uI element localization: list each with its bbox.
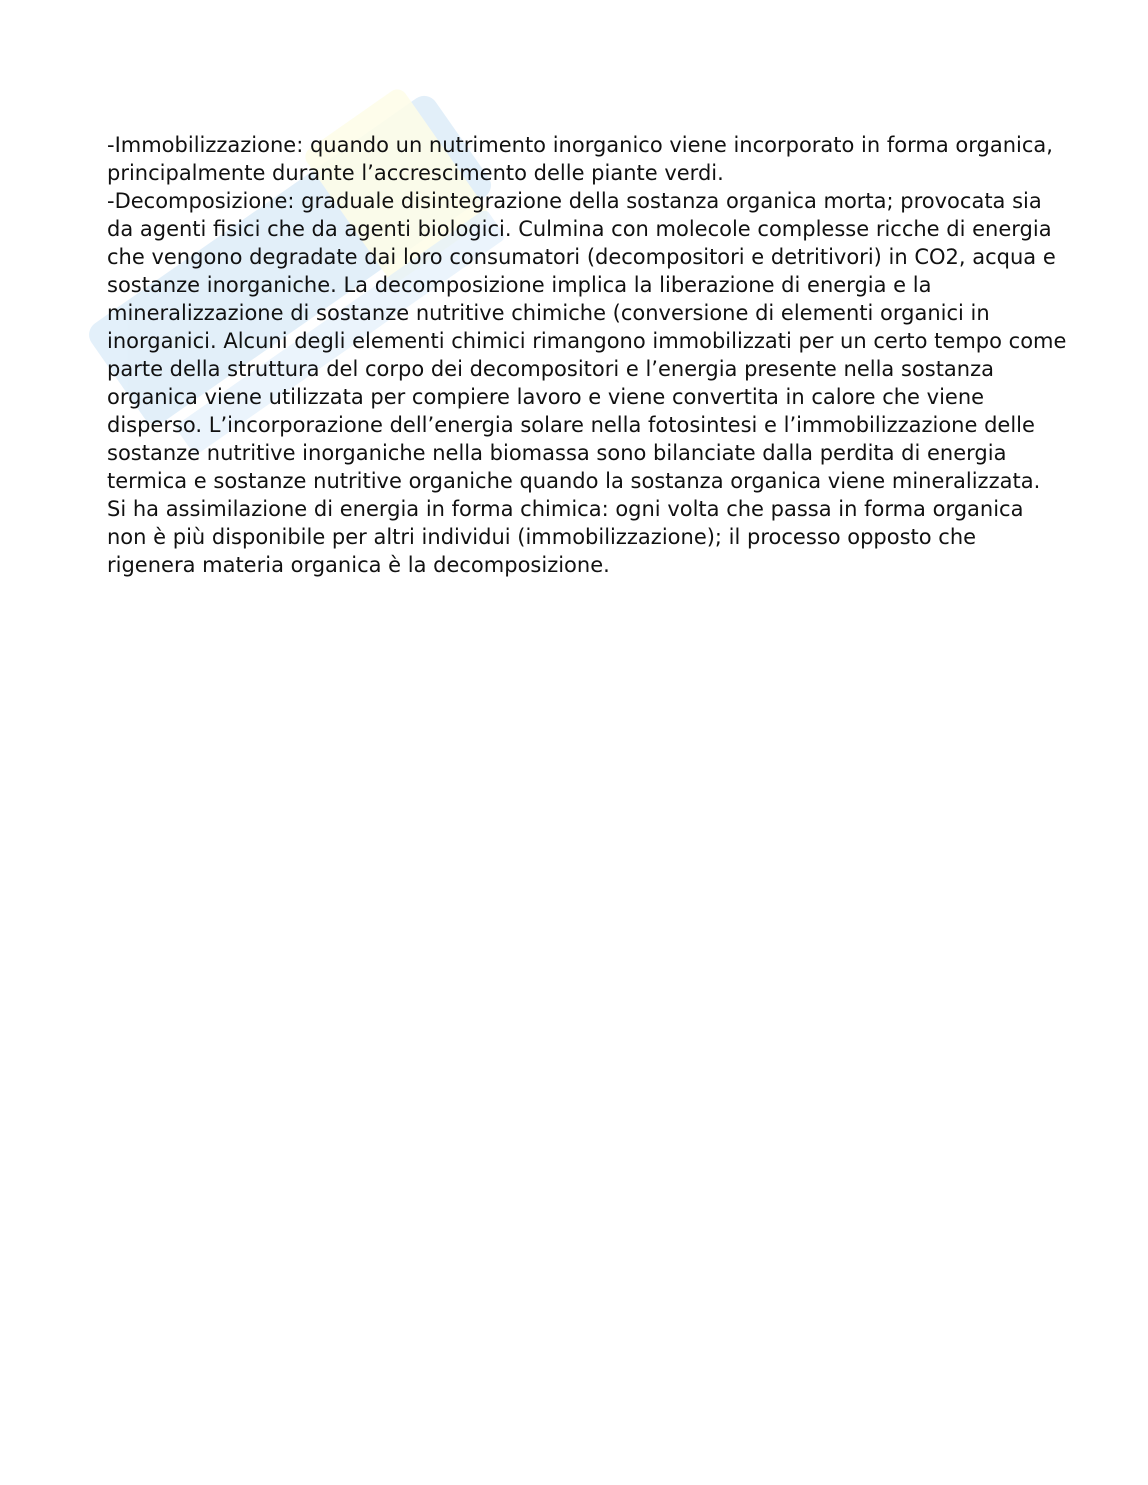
paragraph-assimilazione: Si ha assimilazione di energia in forma chimica: ogni volta che passa in forma organica non è più disponibile per altri individui (immobilizzazione); il processo opposto che rigenera materia organica è la decomposizione.: [107, 497, 1024, 577]
document-body: [107, 131, 1067, 579]
paragraph-decomposizione: -Decomposizione: graduale disintegrazione della sostanza organica morta; provocata sia da agenti fisici che da agenti biologici. Culmina con molecole complesse ricche di energia che vengono degradate dai loro consumatori (decompositori e detritivori) in CO2, acqua e sostanze inorganiche. La decomposizione implica la liberazione di energia e la mineralizzazione di sostanze nutritive chimiche (conversione di elementi organici in inorganici. Alcuni degli elementi chimici rimangono immobilizzati per un certo tempo come parte della struttura del corpo dei decompositori e l’energia presente nella sostanza organica viene utilizzata per compiere lavoro e viene convertita in calore che viene disperso. L’incorporazione dell’energia solare nella fotosintesi e l’immobilizzazione delle sostanze nutritive inorganiche nella biomassa sono bilanciate dalla perdita di energia termica e sostanze nutritive organiche quando la sostanza organica viene mineralizzata.: [107, 189, 1067, 493]
paragraph-immobilizzazione: -Immobilizzazione: quando un nutrimento inorganico viene incorporato in forma organica, principalmente durante l’accrescimento delle piante verdi.: [107, 133, 1053, 185]
